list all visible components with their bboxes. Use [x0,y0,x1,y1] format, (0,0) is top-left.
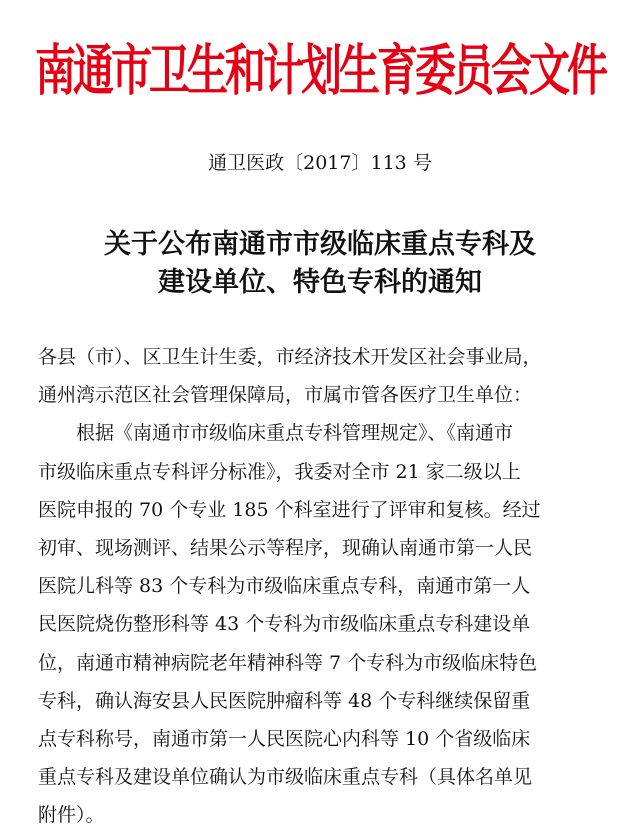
paragraph-line: 专科，确认海安县人民医院肿瘤科等 48 个专科继续保留重 [38,689,531,712]
paragraph-line: 重点专科及建设单位确认为市级临床重点专科（具体名单见 [38,766,533,789]
notice-title-line-2: 建设单位、特色专科的通知 [158,267,482,298]
paragraph-line: 初审、现场测评、结果公示等程序，现确认南通市第一人民 [38,536,533,559]
recipients-line-2: 通州湾示范区社会管理保障局，市属市管各医疗卫生单位： [38,384,533,407]
paragraph-line: 医院儿科等 83 个专科为市级临床重点专科，南通市第一人 [38,575,531,598]
paragraph-line: 附件）。 [38,804,105,827]
recipients-line-1: 各县（市）、区卫生计生委，市经济技术开发区社会事业局， [38,346,542,368]
document-number: 通卫医政〔2017〕113 号 [208,152,432,174]
paragraph-line: 根据《南通市市级临床重点专科管理规定》、《南通市 [76,422,514,445]
notice-title [0,226,640,302]
masthead-title: 南通市卫生和计划生育委员会文件 [35,38,605,104]
paragraph-line: 医院申报的 70 个专业 185 个科室进行了评审和复核。经过 [38,498,541,521]
notice-title-line-1: 关于公布南通市市级临床重点专科及 [104,229,536,260]
paragraph-line: 市级临床重点专科评分标准》，我委对全市 21 家二级以上 [38,460,521,483]
paragraph-line: 位，南通市精神病院老年精神科等 7 个专科为市级临床特色 [38,651,538,674]
paragraph-line: 民医院烧伤整形科等 43 个专科为市级临床重点专科建设单 [38,613,531,636]
paragraph-line: 点专科称号，南通市第一人民医院心内科等 10 个省级临床 [38,727,531,750]
notice-body [38,338,606,834]
